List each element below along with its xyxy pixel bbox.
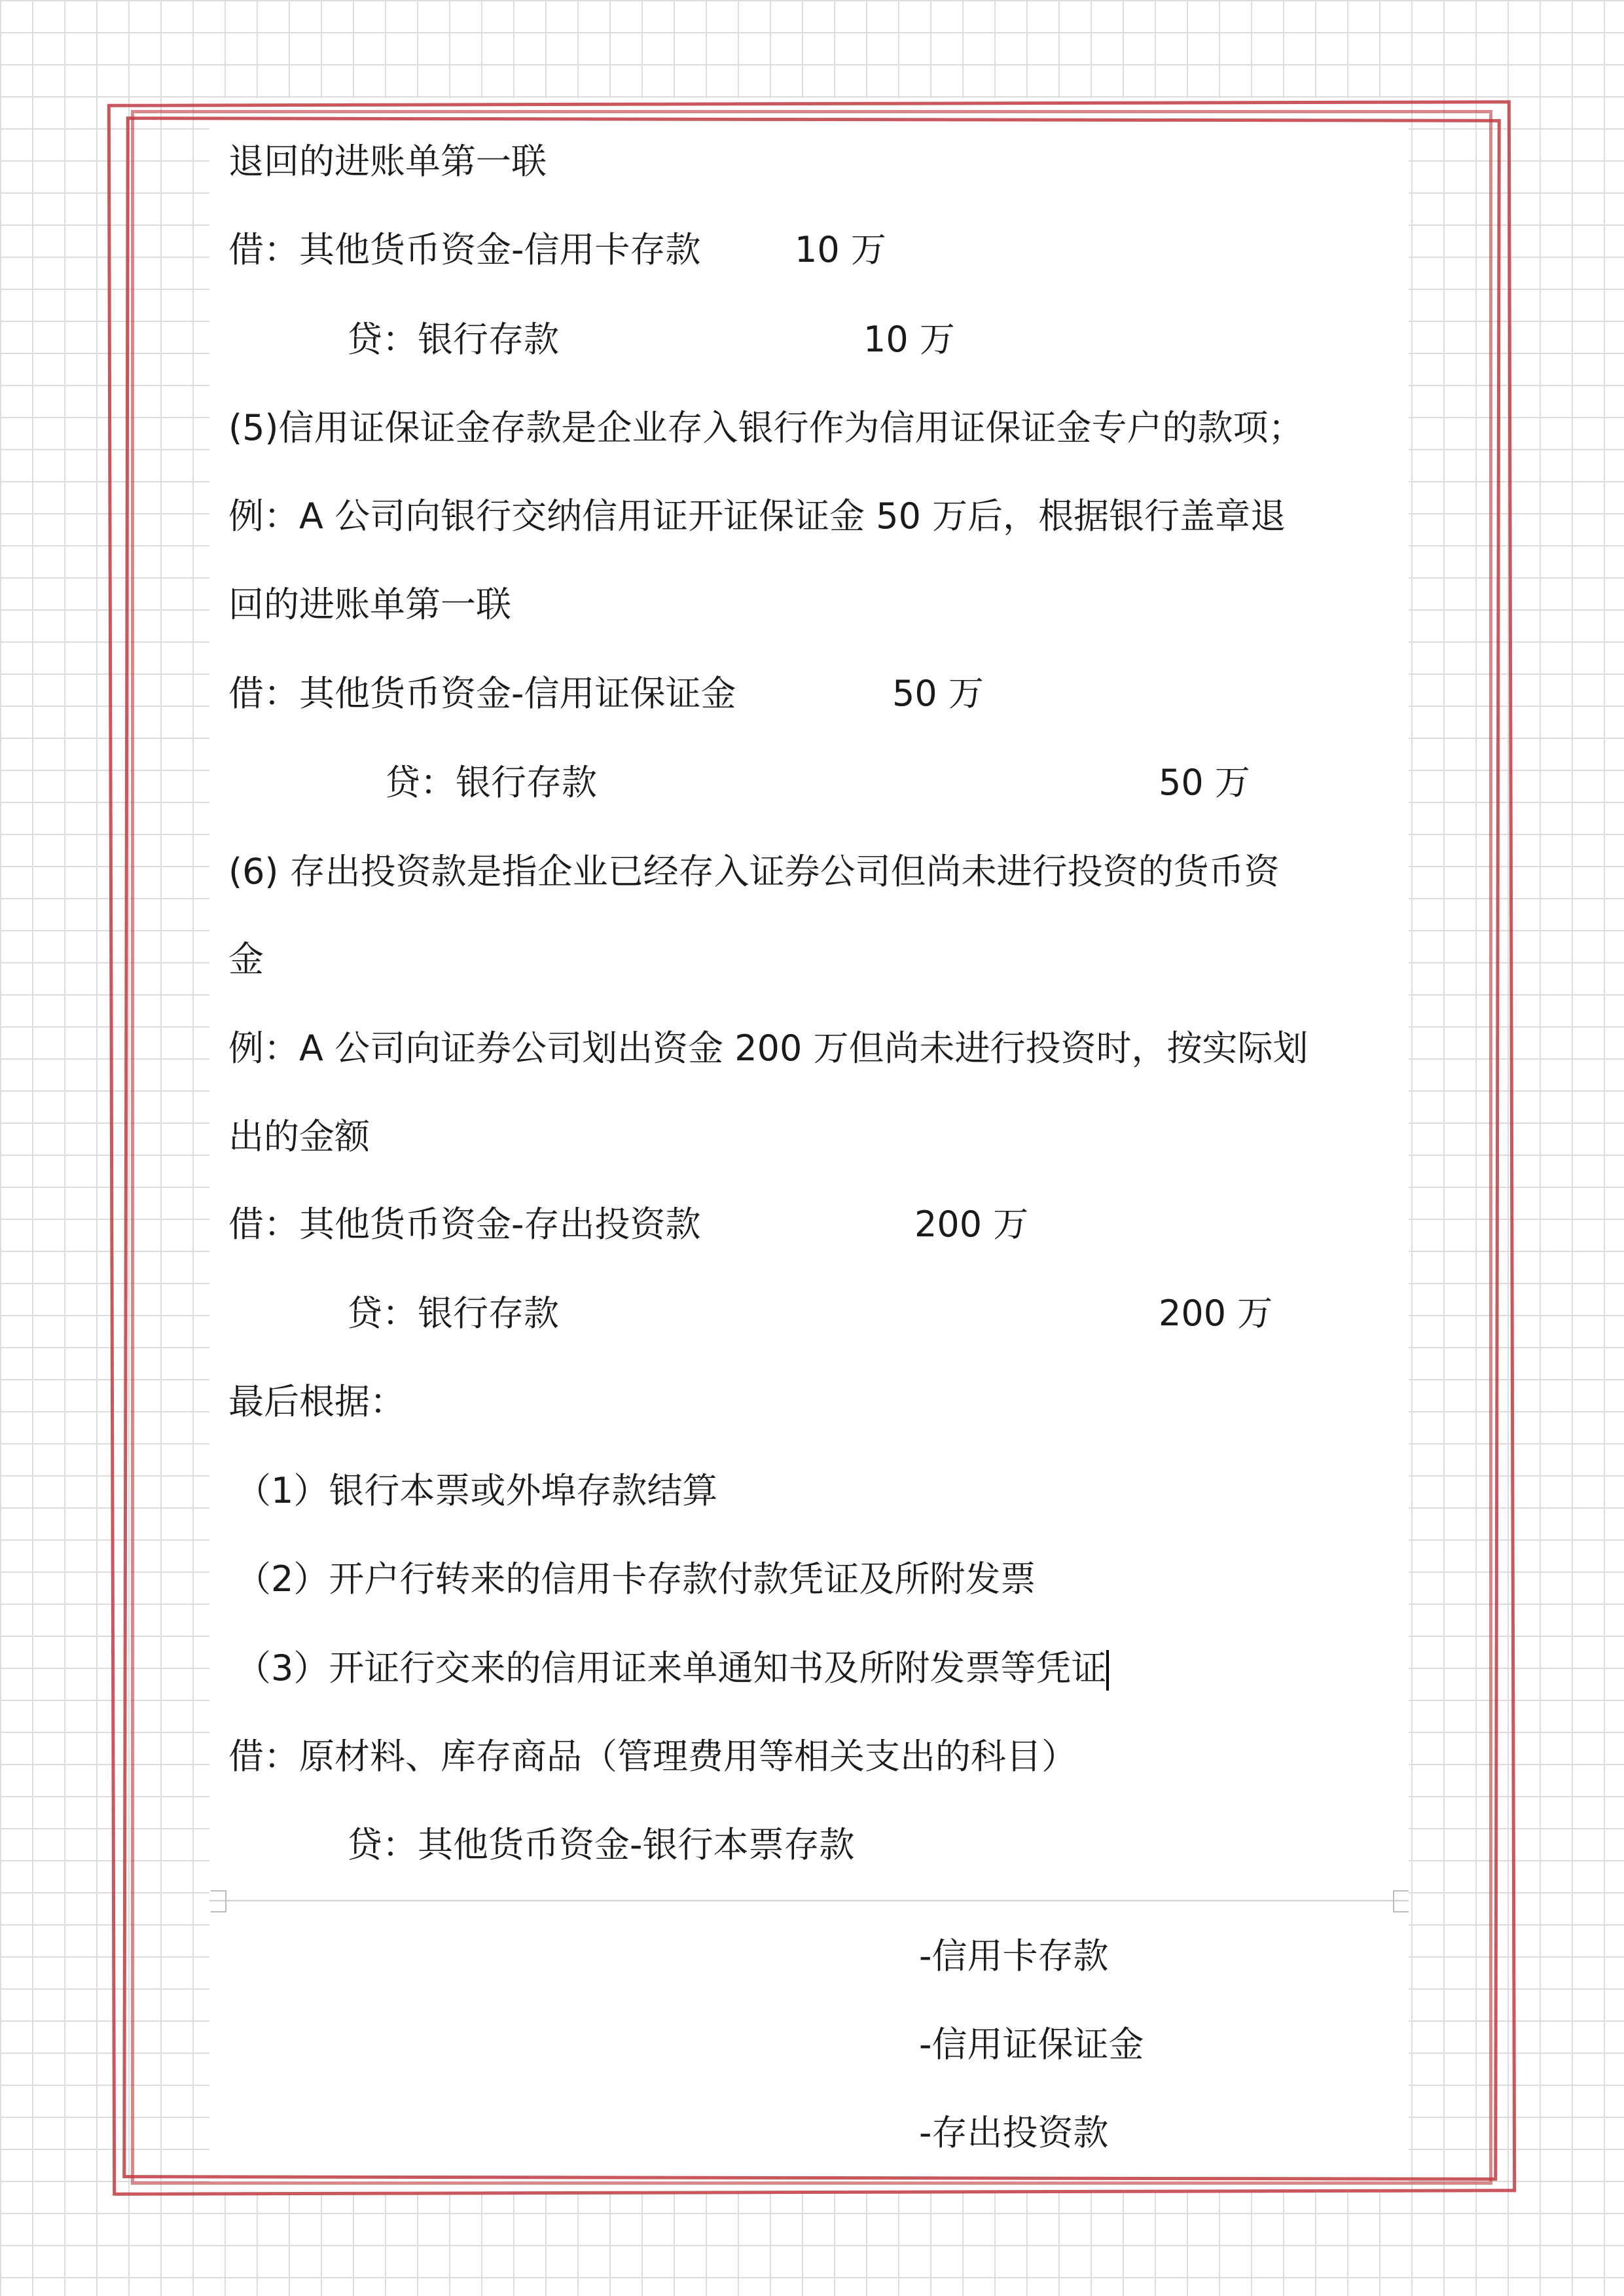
debit-line: 借：其他货币资金-信用卡存款 — [228, 229, 701, 270]
debit-line: 借：原材料、库存商品（管理费用等相关支出的科目） — [228, 1736, 1077, 1777]
page-break-divider — [209, 1900, 1409, 1901]
credit-line: 贷：银行存款 — [347, 319, 559, 360]
text-line: 出的金额 — [228, 1116, 370, 1157]
text-line: 退回的进账单第一联 — [228, 141, 547, 182]
credit-line: 贷：其他货币资金-银行本票存款 — [347, 1824, 855, 1865]
text-line: 例：A 公司向银行交纳信用证开证保证金 50 万后，根据银行盖章退 — [228, 495, 1286, 537]
margin-bracket-right — [1393, 1890, 1409, 1912]
credit-amount: 50 万 — [1159, 762, 1250, 803]
credit-amount: 10 万 — [863, 319, 955, 360]
credit-subaccount: -存出投资款 — [919, 2112, 1109, 2153]
debit-amount: 10 万 — [795, 229, 886, 270]
text-line: 回的进账单第一联 — [228, 584, 511, 625]
credit-subaccount: -信用证保证金 — [919, 2024, 1144, 2065]
list-item — [236, 1647, 1109, 1691]
text-line: (5)信用证保证金存款是企业存入银行作为信用证保证金专户的款项； — [228, 407, 1304, 448]
text-line: (6) 存出投资款是指企业已经存入证券公司但尚未进行投资的货币资 — [228, 851, 1280, 892]
margin-bracket-left — [211, 1890, 226, 1912]
text-line: 最后根据： — [228, 1381, 405, 1422]
list-item: （1）银行本票或外埠存款结算 — [236, 1470, 718, 1511]
debit-line: 借：其他货币资金-存出投资款 — [228, 1204, 701, 1245]
text-line: 金 — [228, 939, 264, 980]
credit-line: 贷：银行存款 — [347, 1293, 559, 1334]
list-item: （2）开户行转来的信用卡存款付款凭证及所附发票 — [236, 1558, 1036, 1600]
debit-line: 借：其他货币资金-信用证保证金 — [228, 673, 736, 714]
credit-line: 贷：银行存款 — [385, 762, 597, 803]
credit-subaccount: -信用卡存款 — [919, 1935, 1109, 1977]
credit-amount: 200 万 — [1159, 1293, 1273, 1334]
text-cursor — [1106, 1650, 1109, 1691]
debit-amount: 200 万 — [914, 1204, 1029, 1245]
list-item-text: （3）开证行交来的信用证来单通知书及所附发票等凭证 — [236, 1647, 1107, 1689]
text-line: 例：A 公司向证券公司划出资金 200 万但尚未进行投资时，按实际划 — [228, 1028, 1308, 1069]
debit-amount: 50 万 — [892, 673, 984, 714]
